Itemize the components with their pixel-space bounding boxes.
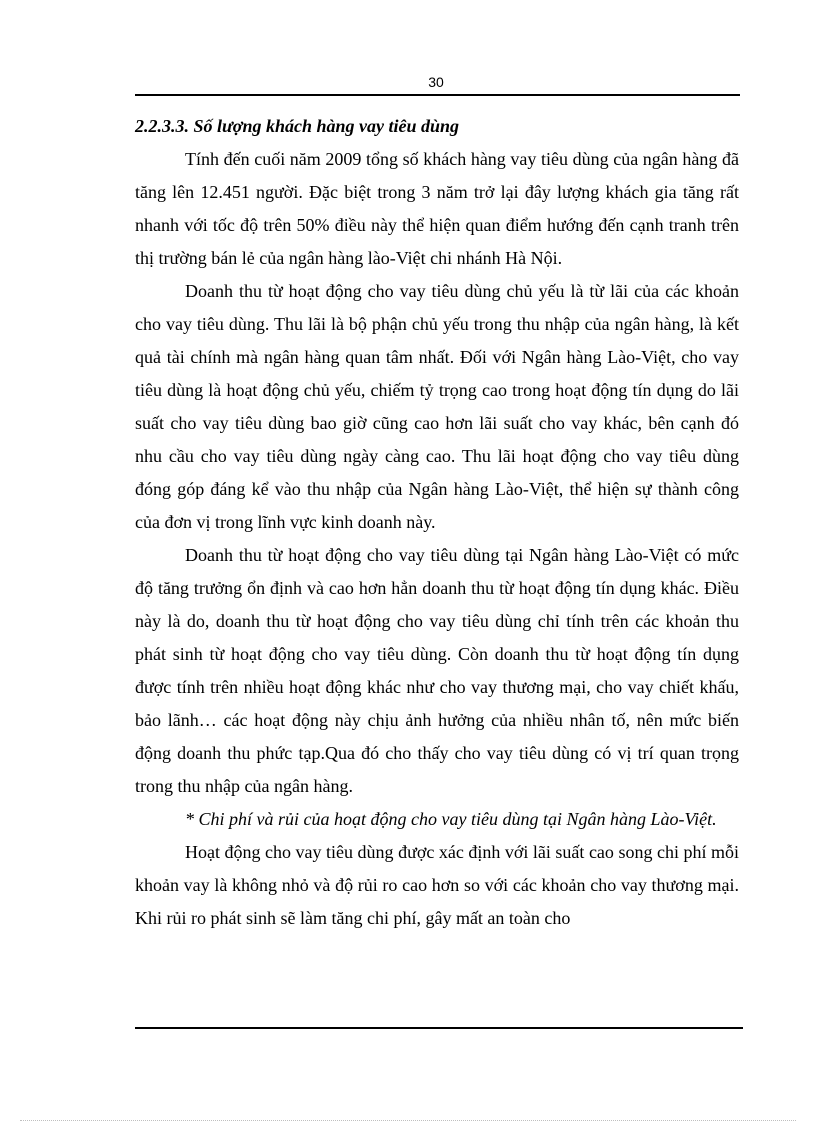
page-edge-divider [20,1120,796,1121]
paragraph-customer-count: Tính đến cuối năm 2009 tổng số khách hàng vay tiêu dùng của ngân hàng đã tăng lên 12.451 người. Đặc biệt trong 3 năm trở lại đây lượng khách gia tăng rất nhanh với tốc độ trên 50% điều này thể hiện quan điểm hướng đến cạnh tranh trên thị trường bán lẻ của ngân hàng lào-Việt chi nhánh Hà Nội. [135,149,739,268]
paragraph-revenue: Doanh thu từ hoạt động cho vay tiêu dùng chủ yếu là từ lãi của các khoản cho vay tiêu dùng. Thu lãi là bộ phận chủ yếu trong thu nhập của ngân hàng, là kết quả tài chính mà ngân hàng quan tâm nhất. Đối với Ngân hàng Lào-Việt, cho vay tiêu dùng là hoạt động chủ yếu, chiếm tỷ trọng cao trong hoạt động tín dụng do lãi suất cho vay tiêu dùng bao giờ cũng cao hơn lãi suất cho vay khác, bên cạnh đó nhu cầu cho vay tiêu dùng ngày càng cao. Thu lãi hoạt động cho vay tiêu dùng đóng góp đáng kể vào thu nhập của Ngân hàng Lào-Việt, thể hiện sự thành công của đơn vị trong lĩnh vực kinh doanh này. [135,281,739,532]
section-heading: 2.2.3.3. Số lượng khách hàng vay tiêu dùng [135,116,459,136]
subsection-heading: * Chi phí và rủi của hoạt động cho vay tiêu dùng tại Ngân hàng Lào-Việt. [185,809,717,829]
document-body [135,110,739,935]
page-number: 30 [428,74,444,90]
paragraph-cost-risk: Hoạt động cho vay tiêu dùng được xác định với lãi suất cao song chi phí mỗi khoản vay là không nhỏ và độ rủi ro cao hơn so với các khoản cho vay thương mại. Khi rủi ro phát sinh sẽ làm tăng chi phí, gây mất an toàn cho [135,842,739,928]
footer-rule [135,1027,743,1029]
paragraph-revenue-growth: Doanh thu từ hoạt động cho vay tiêu dùng tại Ngân hàng Lào-Việt có mức độ tăng trưởng ổn định và cao hơn hẳn doanh thu từ hoạt động tín dụng khác. Điều này là do, doanh thu từ hoạt động cho vay tiêu dùng chỉ tính trên các khoản thu phát sinh từ hoạt động cho vay tiêu dùng. Còn doanh thu từ hoạt động tín dụng được tính trên nhiều hoạt động khác như cho vay thương mại, cho vay chiết khấu, bảo lãnh… các hoạt động này chịu ảnh hưởng của nhiều nhân tố, nên mức biến động doanh thu phức tạp.Qua đó cho thấy cho vay tiêu dùng có vị trí quan trọng trong thu nhập của ngân hàng. [135,545,739,796]
header-rule [135,94,740,96]
